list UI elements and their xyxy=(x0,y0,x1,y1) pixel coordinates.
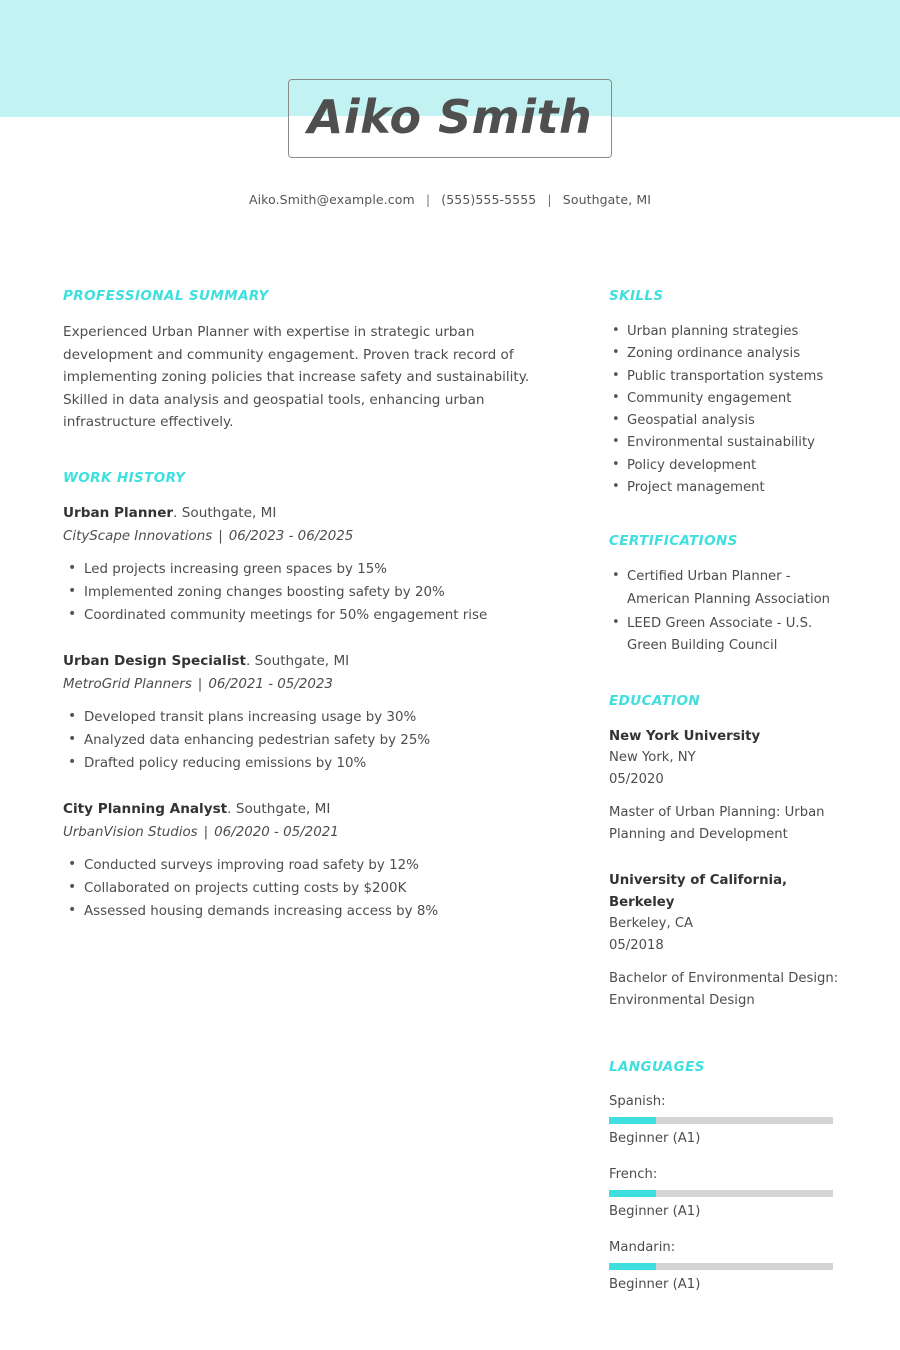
education-degree: Master of Urban Planning: Urban Planning and Development xyxy=(609,805,825,842)
section-certifications xyxy=(609,533,849,657)
work-meta-line xyxy=(63,674,533,695)
section-title-certifications: CERTIFICATIONS xyxy=(609,533,738,550)
section-title-skills: SKILLS xyxy=(609,288,664,304)
work-bullets xyxy=(63,706,533,775)
right-column xyxy=(609,288,849,1311)
section-work-history xyxy=(63,470,533,923)
contact-line xyxy=(0,192,900,207)
skill-item: • Geospatial analysis xyxy=(609,410,849,432)
work-entry xyxy=(63,651,533,775)
work-dates: 06/2023 - 06/2025 xyxy=(228,528,354,544)
section-education xyxy=(609,693,849,1012)
work-meta-separator: | xyxy=(218,528,223,544)
section-title-professional-summary: PROFESSIONAL SUMMARY xyxy=(63,288,269,304)
contact-location: Southgate, MI xyxy=(562,192,652,207)
language-proficiency-fill xyxy=(609,1190,656,1197)
work-bullet: • Conducted surveys improving road safety by 12% xyxy=(63,854,533,877)
skill-item: • Community engagement xyxy=(609,388,849,410)
spacer xyxy=(609,660,849,693)
education-location: Berkeley, CA xyxy=(609,916,694,932)
section-professional-summary xyxy=(63,288,533,434)
work-location: . Southgate, MI xyxy=(173,504,277,521)
spacer xyxy=(609,499,849,533)
work-company: UrbanVision Studios xyxy=(63,824,198,840)
education-degree: Bachelor of Environmental Design: Environmental Design xyxy=(609,971,839,1008)
language-proficiency-fill xyxy=(609,1263,656,1270)
professional-summary-text: Experienced Urban Planner with expertise in strategic urban development and community engagement. Proven track record of implementing zoning policies that increase safety and sustainability. Skilled in data analysis and geospatial tools, enhancing urban infrastructure effectively. xyxy=(63,324,530,430)
work-bullet: • Drafted policy reducing emissions by 10% xyxy=(63,752,533,775)
work-title-line xyxy=(63,503,533,524)
language-entry xyxy=(609,1238,849,1295)
work-bullets xyxy=(63,558,533,627)
work-title-line xyxy=(63,799,533,820)
language-name: French: xyxy=(609,1167,658,1183)
work-role: Urban Design Specialist xyxy=(63,652,246,669)
skill-item: • Project management xyxy=(609,477,849,499)
work-entry xyxy=(63,799,533,923)
contact-email: Aiko.Smith@example.com xyxy=(248,192,415,207)
work-bullet: • Implemented zoning changes boosting safety by 20% xyxy=(63,581,533,604)
work-bullet: • Led projects increasing green spaces by 15% xyxy=(63,558,533,581)
language-name: Mandarin: xyxy=(609,1240,676,1256)
name-box xyxy=(288,79,612,158)
language-level: Beginner (A1) xyxy=(609,1131,701,1147)
skill-item: • Zoning ordinance analysis xyxy=(609,343,849,365)
candidate-name: Aiko Smith xyxy=(307,90,593,144)
left-column xyxy=(63,288,533,947)
language-level: Beginner (A1) xyxy=(609,1204,701,1220)
work-role: City Planning Analyst xyxy=(63,800,228,817)
work-entry xyxy=(63,503,533,627)
language-proficiency-fill xyxy=(609,1117,656,1124)
certification-item: • Certified Urban Planner - American Planning Association xyxy=(609,566,849,611)
language-name: Spanish: xyxy=(609,1094,666,1110)
contact-separator-1: | xyxy=(425,192,431,207)
work-location: . Southgate, MI xyxy=(227,800,331,817)
language-entry xyxy=(609,1092,849,1149)
section-title-work-history: WORK HISTORY xyxy=(63,469,186,486)
work-dates: 06/2020 - 05/2021 xyxy=(214,824,339,840)
language-proficiency-bar xyxy=(609,1117,833,1124)
work-company: CityScape Innovations xyxy=(63,528,213,544)
work-bullet: • Analyzed data enhancing pedestrian safety by 25% xyxy=(63,729,533,752)
work-location: . Southgate, MI xyxy=(246,652,350,669)
certification-item: • LEED Green Associate - U.S. Green Building Council xyxy=(609,613,849,658)
language-level: Beginner (A1) xyxy=(609,1277,701,1293)
work-bullet: • Assessed housing demands increasing access by 8% xyxy=(63,900,533,923)
certifications-list xyxy=(609,566,849,657)
language-proficiency-bar xyxy=(609,1190,833,1197)
work-meta-line xyxy=(63,822,533,843)
contact-phone: (555)555-5555 xyxy=(441,192,537,207)
skill-item: • Environmental sustainability xyxy=(609,432,849,454)
spacer xyxy=(63,434,533,470)
section-skills xyxy=(609,288,849,499)
work-bullet: • Developed transit plans increasing usage by 30% xyxy=(63,706,533,729)
skills-list xyxy=(609,321,849,499)
work-bullets xyxy=(63,854,533,923)
work-meta-separator: | xyxy=(197,676,203,692)
education-location: New York, NY xyxy=(609,750,696,766)
education-entry xyxy=(609,870,849,1011)
work-company: MetroGrid Planners xyxy=(63,676,192,692)
work-title-line xyxy=(63,651,533,672)
section-title-languages: LANGUAGES xyxy=(609,1059,705,1076)
education-school: University of California, Berkeley xyxy=(609,873,788,910)
skill-item: • Policy development xyxy=(609,455,849,477)
spacer xyxy=(609,1036,849,1059)
skill-item: • Urban planning strategies xyxy=(609,321,849,343)
work-bullet: • Collaborated on projects cutting costs by $200K xyxy=(63,877,533,900)
work-bullet: • Coordinated community meetings for 50% engagement rise xyxy=(63,604,533,627)
work-dates: 06/2021 - 05/2023 xyxy=(208,676,333,692)
section-title-education: EDUCATION xyxy=(609,692,701,709)
contact-separator-2: | xyxy=(547,192,552,207)
section-languages xyxy=(609,1059,849,1295)
language-proficiency-bar xyxy=(609,1263,833,1270)
work-meta-line xyxy=(63,526,533,547)
work-role: Urban Planner xyxy=(63,504,174,521)
work-meta-separator: | xyxy=(203,824,209,840)
education-date: 05/2020 xyxy=(609,771,664,787)
language-entry xyxy=(609,1165,849,1222)
education-date: 05/2018 xyxy=(609,937,664,953)
education-entry xyxy=(609,726,849,846)
skill-item: • Public transportation systems xyxy=(609,366,849,388)
education-school: New York University xyxy=(609,728,761,744)
